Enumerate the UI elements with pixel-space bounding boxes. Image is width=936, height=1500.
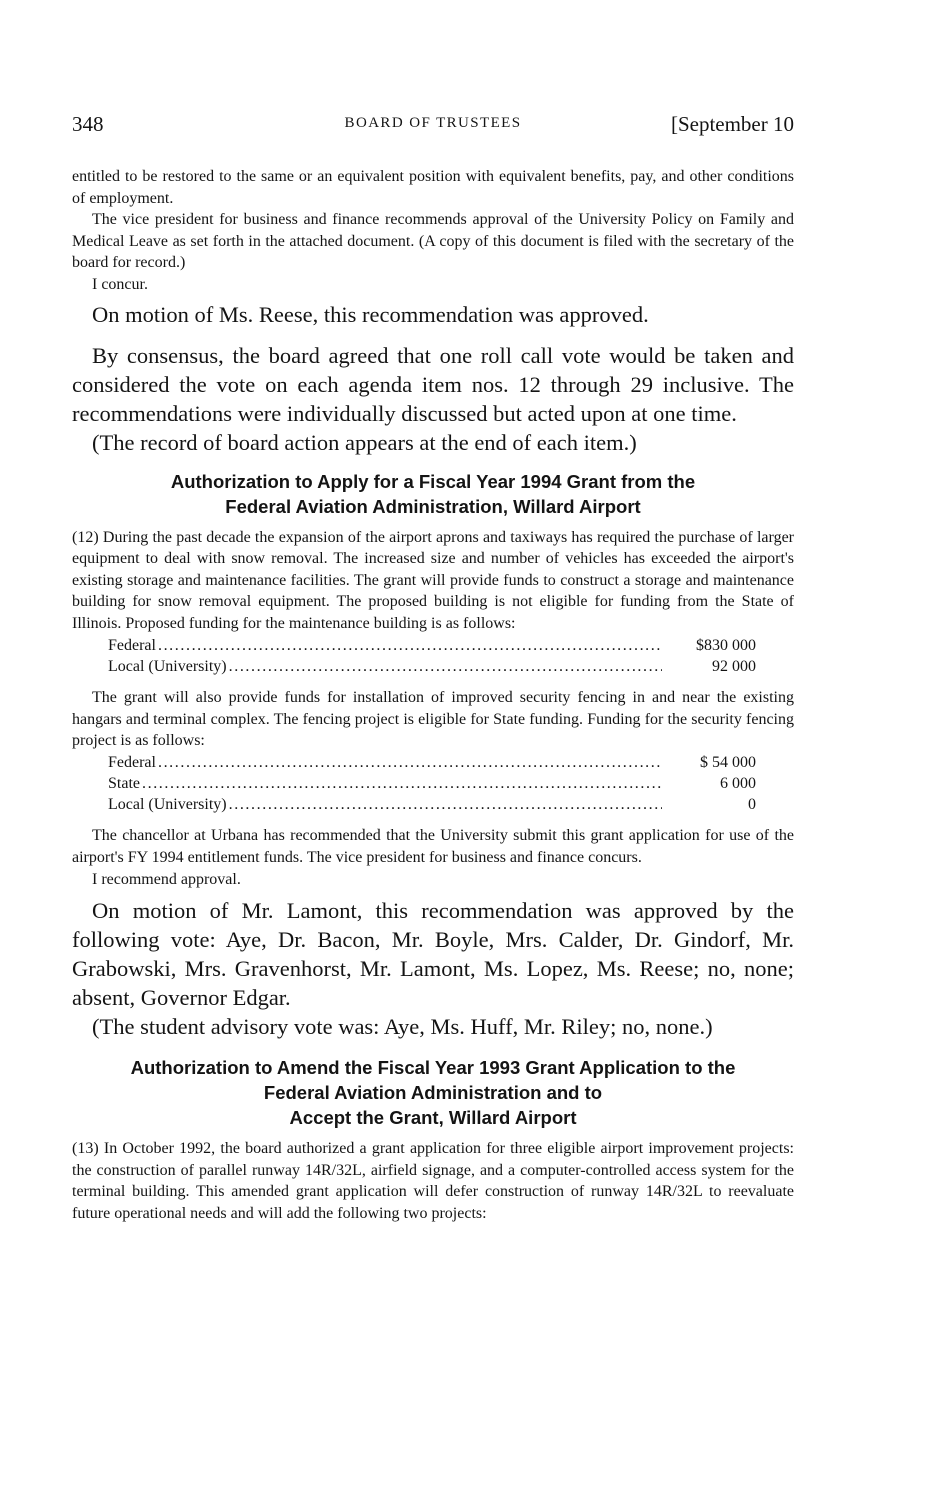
item-12-paragraph-1: (12) During the past decade the expansion of the airport aprons and taxiways has required the purchase of larger equipment to deal with snow removal. The increased size and number of vehicles has exceeded the airport's existing storage and maintenance facilities. The grant will provide funds to construct a storage and maintenance building for snow removal equipment. The proposed building is not eligible for funding from the State of Illinois. Proposed funding for the maintenance building is as follows: bbox=[72, 528, 794, 632]
item-13-heading-line-3: Accept the Grant, Willard Airport bbox=[289, 1107, 577, 1129]
funding-label: Federal bbox=[108, 636, 156, 654]
item-12-heading-line-2: Federal Aviation Administration, Willard Airport bbox=[225, 495, 641, 517]
funding-label: Local (University) bbox=[108, 796, 227, 814]
funding-row bbox=[108, 635, 756, 656]
vp-recommendation-paragraph: The vice president for business and finance recommends approval of the University Policy on Family and Medical Leave as set forth in the attached document. (A copy of this document is filed with the secretary of the board for record.) bbox=[72, 211, 794, 272]
funding-row bbox=[108, 794, 756, 815]
item-13-paragraph-1: (13) In October 1992, the board authorized a grant application for three eligible airport improvement projects: the construction of parallel runway 14R/32L, airfield signage, and a computer-controlled access system for the terminal building. This amended grant application will defer construction of runway 14R/32L to reevaluate future operational needs and will add the following two projects: bbox=[72, 1140, 794, 1222]
item-13-heading-line-2: Federal Aviation Administration and to bbox=[263, 1082, 603, 1104]
building-funding-list bbox=[108, 635, 756, 677]
page-number: 348 bbox=[72, 112, 104, 136]
item-12-heading bbox=[72, 469, 794, 519]
record-note: (The record of board action appears at the end of each item.) bbox=[92, 429, 637, 455]
funding-label: State bbox=[108, 774, 140, 792]
leader-dots bbox=[158, 635, 662, 656]
motion-lamont: On motion of Mr. Lamont, this recommendation was approved by the following vote: Aye, Dr. Bacon, Mr. Boyle, Mrs. Calder, Dr. Gindorf, Mr. Grabowski, Mrs. Gravenhorst, Mr. Lamont, Ms. Lopez, Ms. Reese; no, none; absent, Governor Edgar. bbox=[72, 898, 794, 1011]
page-header bbox=[72, 112, 794, 148]
funding-amount: 0 bbox=[748, 796, 756, 814]
consensus-paragraph: By consensus, the board agreed that one roll call vote would be taken and considered the vote on each agenda item nos. 12 through 29 inclusive. The recommendations were individually discussed but acted upon at one time. bbox=[72, 342, 794, 426]
leader-dots bbox=[158, 752, 662, 773]
item-12-heading-line-1: Authorization to Apply for a Fiscal Year 1994 Grant from the bbox=[170, 470, 696, 492]
funding-amount: 92 000 bbox=[712, 657, 756, 675]
funding-row bbox=[108, 656, 756, 677]
fencing-funding-list bbox=[108, 752, 756, 816]
motion-reese: On motion of Ms. Reese, this recommendation was approved. bbox=[92, 301, 649, 327]
funding-label: Local (University) bbox=[108, 657, 227, 675]
header-date: [September 10 bbox=[670, 112, 794, 136]
item-13-heading bbox=[72, 1055, 794, 1130]
leader-dots bbox=[229, 794, 662, 815]
document-page bbox=[72, 112, 794, 1224]
leader-dots bbox=[142, 773, 662, 794]
funding-amount: $ 54 000 bbox=[700, 753, 756, 771]
funding-row bbox=[108, 752, 756, 773]
item-12-paragraph-3: The chancellor at Urbana has recommended that the University submit this grant application for use of the airport's FY 1994 entitlement funds. The vice president for business and finance concurs. bbox=[72, 827, 794, 866]
funding-label: Federal bbox=[108, 753, 156, 771]
student-advisory-vote: (The student advisory vote was: Aye, Ms. Huff, Mr. Riley; no, none.) bbox=[92, 1014, 713, 1040]
funding-amount: $830 000 bbox=[696, 636, 756, 654]
item-13-heading-line-1: Authorization to Amend the Fiscal Year 1993 Grant Application to the bbox=[130, 1057, 736, 1079]
continued-paragraph: entitled to be restored to the same or an equivalent position with equivalent benefits, pay, and other conditions of employment. bbox=[72, 168, 794, 207]
recommend-line: I recommend approval. bbox=[92, 870, 241, 888]
funding-row bbox=[108, 773, 756, 794]
item-12-paragraph-2: The grant will also provide funds for installation of improved security fencing in and near the existing hangars and terminal complex. The fencing project is eligible for State funding. Funding for the security fencing project is as follows: bbox=[72, 688, 794, 750]
leader-dots bbox=[229, 656, 662, 677]
funding-amount: 6 000 bbox=[720, 774, 756, 792]
concur-line: I concur. bbox=[92, 275, 148, 293]
running-title: BOARD OF TRUSTEES bbox=[344, 115, 522, 131]
